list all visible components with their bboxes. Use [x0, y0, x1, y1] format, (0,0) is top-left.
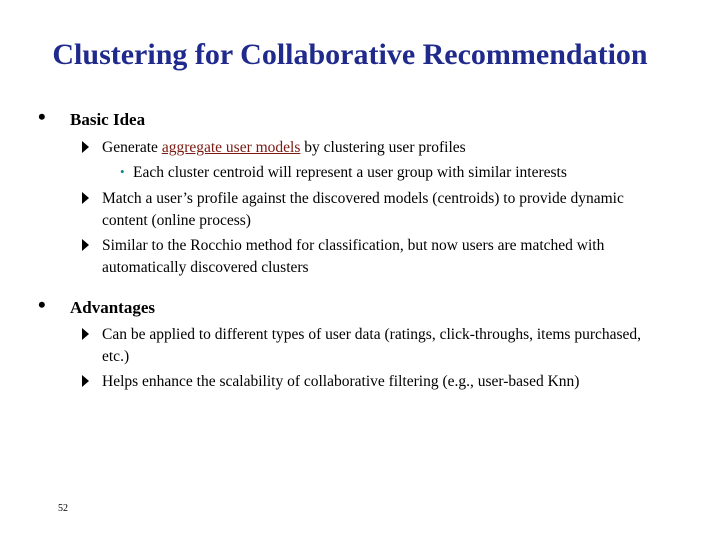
sub-list-item: • Each cluster centroid will represent a user group with similar interests: [120, 162, 680, 184]
bullet-icon: •: [38, 104, 46, 129]
arrow-bullet-icon: [82, 328, 89, 340]
list-item: Similar to the Rocchio method for classification, but now users are matched with automatically discovered clusters: [82, 235, 672, 279]
arrow-bullet-icon: [82, 375, 89, 387]
arrow-bullet-icon: [82, 239, 89, 251]
bullet-icon: •: [120, 164, 125, 179]
list-item: Can be applied to different types of user data (ratings, click-throughs, items purchased, etc.): [82, 324, 672, 368]
section-heading: Basic Idea: [70, 110, 146, 129]
list-item: Generate aggregate user models by clustering user profiles: [82, 137, 672, 159]
highlighted-term: aggregate user models: [161, 139, 301, 156]
slide-title: Clustering for Collaborative Recommendation: [52, 38, 648, 71]
section-heading: Advantages: [70, 298, 156, 317]
bullet-icon: •: [38, 292, 46, 317]
arrow-bullet-icon: [82, 192, 89, 204]
list-item: Match a user’s profile against the discovered models (centroids) to provide dynamic content (online process): [82, 188, 672, 232]
list-item: Helps enhance the scalability of collaborative filtering (e.g., user-based Knn): [82, 371, 672, 393]
page-number: 52: [58, 503, 68, 514]
arrow-bullet-icon: [82, 141, 89, 153]
